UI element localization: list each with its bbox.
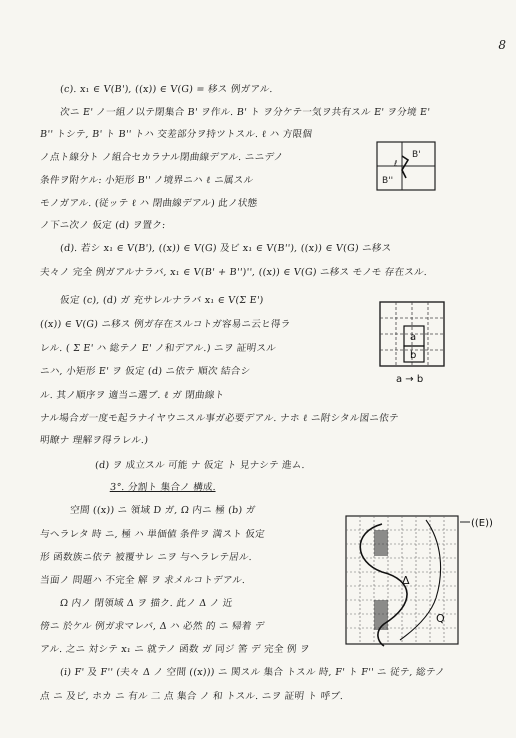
text-line-1: (c). x₁ ∈ V(B'), ((x)) ∈ V(G) = 移ス 例ガアル. — [59, 84, 274, 95]
shaded-region-bottom — [374, 600, 388, 630]
text-line-22: 当面ノ 問題ハ 不完全 解 ヲ 求メルコトデアル. — [39, 575, 246, 586]
label-delta: Δ — [402, 574, 410, 587]
text-line-17: (d) ヲ 成立スル 可能 ナ 仮定 ト 見ナシテ 進ム. — [94, 460, 306, 471]
text-line-27: 点 ニ 及ビ, ホカ ニ 有ル 二 点 集合 ノ 和 トスル. ニヲ 証明 ト 呼ブ. — [39, 691, 344, 702]
text-line-19: 空間 ((x)) ニ 領域 D ガ, Ω 内ニ 極 (b) ガ — [69, 505, 256, 516]
text-line-9: 夫々ノ 完全 例ガアルナラバ, x₁ ∈ V(B' + B'')'', ((x)) ∈ V(G) ニ移ス モノモ 存在スル. — [39, 267, 428, 278]
text-line-15: ナル場合ガ一度モ起ラナイヤウニスル事ガ必要デアル. ナホ ℓ ニ附シタル図ニ依テ — [39, 413, 400, 424]
figure-rectangles-b — [372, 138, 442, 196]
figure-region-delta — [344, 512, 506, 648]
label-l: ℓ — [394, 159, 398, 168]
text-line-2: 次ニ E' ノ一組ノ以テ閉集合 B' ヲ作ル. B' ト ヲ分ケテ一気ヲ共有スル E' ヲ分境 E' — [59, 107, 431, 118]
shaded-region-top — [374, 530, 388, 556]
label-q: Q — [436, 612, 445, 625]
figure-grid-ab — [376, 298, 452, 390]
label-a-to-b: a → b — [396, 374, 424, 385]
curve-l — [402, 156, 408, 178]
page-number: 8 — [498, 38, 506, 52]
text-line-12: レル. ( Σ E' ハ 総テノ E' ノ和デアル.) ニヲ 証明スル — [39, 343, 277, 354]
label-b-prime: B' — [412, 150, 421, 160]
section-heading-text: 3°. 分割ト 集合ノ 構成. — [109, 482, 217, 493]
text-line-8: (d). 若シ x₁ ∈ V(B'), ((x)) ∈ V(G) 及ビ x₁ ∈ V(B''), ((x)) ∈ V(G) ニ移ス — [59, 243, 392, 254]
text-line-20: 与ヘラレタ 時 ニ, 極 ハ 単価値 条件ヲ 満スト 仮定 — [39, 529, 266, 540]
text-line-16: 明瞭ナ 理解ヲ得ラレル.) — [39, 435, 149, 446]
text-line-26: (i) F' 及 F'' (夫々 Δ ノ 空間 ((x))) ニ 関スル 集合 トスル 時, F' ト F'' ニ 従テ, 総テノ — [59, 667, 446, 678]
text-line-14: ル. 其ノ順序ヲ 適当ニ選ブ. ℓ ガ 閉曲線ト — [39, 390, 225, 401]
label-e: ((E)) — [471, 518, 493, 529]
text-line-11: ((x)) ∈ V(G) ニ移ス 例ガ存在スルコトガ容易ニ云ヒ得ラ — [39, 319, 291, 330]
section-heading — [109, 481, 516, 495]
text-line-5: 条件ヲ附ケル: 小矩形 B'' ノ境界ニハ ℓ ニ属スル — [39, 175, 254, 186]
text-line-25: アル. 之ニ 対シテ x₁ ニ 就テノ 函数 ガ 同ジ 筈 デ 完全 例 ヲ — [39, 644, 311, 655]
label-b-double-prime: B'' — [382, 176, 394, 186]
text-line-10: 仮定 (c), (d) ガ 充サレルナラバ x₁ ∈ V(Σ E') — [59, 295, 265, 306]
text-line-13: ニハ, 小矩形 E' ヲ 仮定 (d) ニ依テ 順次 結合シ — [39, 366, 251, 377]
text-line-4: ノ点ト線分ト ノ組合セカラナル閉曲線デアル. ニニデノ — [39, 152, 284, 163]
label-a: a — [410, 332, 417, 343]
text-line-23: Ω 内ノ 閉領域 Δ ヲ 描ク. 此ノ Δ ノ 近 — [59, 598, 234, 609]
text-line-24: 傍ニ 於ケル 例ガ求マレバ, Δ ハ 必然 的 ニ 帰着 デ — [39, 621, 266, 632]
text-line-6: モノガアル. (従ッテ ℓ ハ 閉曲線デアル) 此ノ状態 — [39, 198, 258, 209]
text-line-3: B'' トシテ, B' ト B'' トハ 交差部分ヲ持ツトスル. ℓ ハ 方限個 — [39, 129, 313, 140]
text-line-7: ノ下ニ次ノ 仮定 (d) ヲ置ク: — [39, 220, 166, 231]
text-line-21: 形 函数族ニ依テ 被覆サレ ニヲ 与ヘラレテ居ル. — [39, 552, 253, 563]
label-b: b — [410, 350, 417, 361]
